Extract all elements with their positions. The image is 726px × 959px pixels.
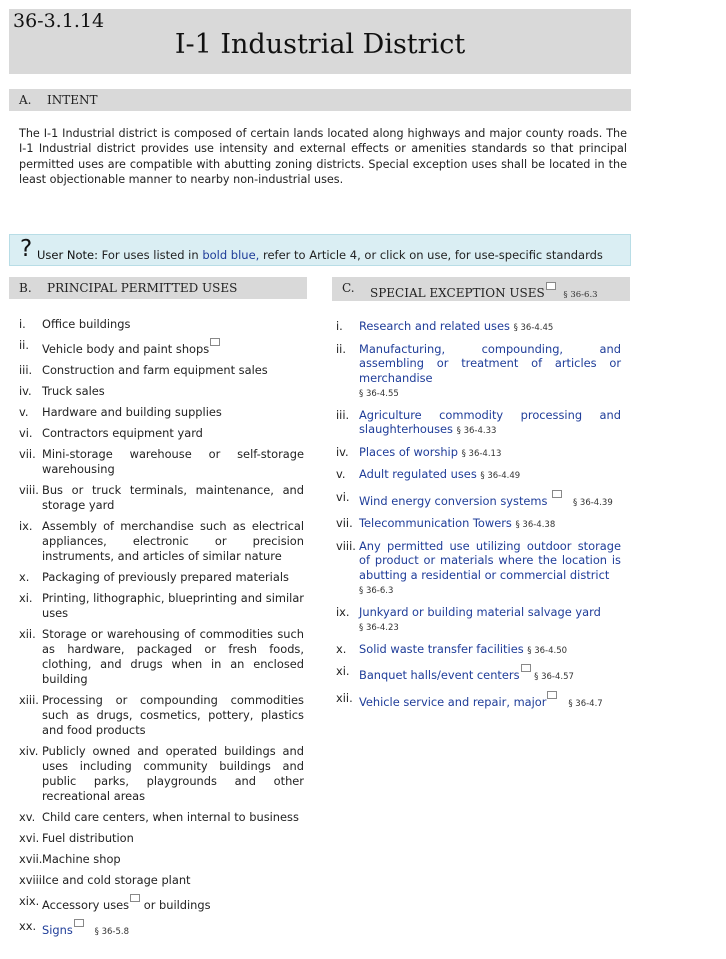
section-ref: § 36-5.8 [94, 927, 130, 937]
list-item: xx. Signs § 36-5.8 [19, 919, 130, 937]
section-number: 36-3.1.14 [13, 10, 105, 32]
user-note-highlight: bold blue, [202, 248, 260, 262]
list-item: x. Packaging of previously prepared materials [19, 570, 289, 584]
list-item: xi. Printing, lithographic, blueprinting and similar uses [19, 591, 304, 620]
book-icon[interactable] [74, 919, 84, 927]
list-item[interactable]: iv. Places of worship § 36-4.13 [336, 444, 502, 459]
intent-heading: INTENT [47, 93, 98, 107]
list-item[interactable]: v. Adult regulated uses § 36-4.49 [336, 467, 521, 481]
section-ref: § 36-6.3 [563, 290, 598, 300]
use-link[interactable]: Vehicle service and repair, major [359, 694, 547, 709]
list-item[interactable]: i. Research and related uses § 36-4.45 [336, 319, 554, 333]
principal-uses-list [19, 317, 304, 940]
principal-heading: PRINCIPAL PERMITTED USES [47, 281, 238, 295]
use-link[interactable]: Places of worship [359, 444, 458, 459]
list-item: iii. Construction and farm equipment sales [19, 363, 268, 377]
list-item: xv. Child care centers, when internal to business [19, 810, 299, 824]
principal-letter: B. [19, 281, 32, 295]
book-icon[interactable] [552, 490, 562, 498]
page-title: I-1 Industrial District [174, 29, 466, 60]
list-item: iv. Truck sales [19, 384, 105, 398]
use-link[interactable]: Solid waste transfer facilities [359, 641, 524, 656]
list-item[interactable]: ii. Manufacturing, compounding, and assembling or treatment of articles or merchandise § 36-4.55 [336, 341, 621, 399]
list-item: xiv. Publicly owned and operated buildings and uses including community buildings and public parks, playgrounds and other recreational areas [19, 744, 304, 803]
list-item: vi. Contractors equipment yard [19, 426, 203, 440]
list-item: xviii. Ice and cold storage plant [19, 873, 191, 887]
question-icon: ? [20, 236, 33, 262]
section-header [9, 9, 631, 74]
book-icon[interactable] [130, 894, 140, 902]
book-icon[interactable] [210, 338, 220, 346]
special-uses-list [336, 319, 621, 711]
user-note-box [9, 234, 631, 266]
user-note-before: For uses listed in [97, 248, 203, 262]
use-link[interactable]: Adult regulated uses [359, 467, 477, 481]
principal-heading-band [9, 277, 307, 299]
list-item: viii. Bus or truck terminals, maintenance, and storage yard [19, 483, 304, 512]
user-note-after: refer to Article 4, or click on use, for use-specific standards [259, 248, 603, 262]
list-item: ix. Assembly of merchandise such as electrical appliances, electronic or precision instruments, and articles of similar nature [19, 519, 304, 563]
list-item[interactable]: vi. Wind energy conversion systems § 36-4.39 [336, 489, 613, 508]
list-item[interactable]: x. Solid waste transfer facilities § 36-4.50 [336, 641, 568, 656]
list-item[interactable]: xi. Banquet halls/event centers § 36-4.57 [336, 664, 574, 682]
special-heading-band [332, 277, 630, 301]
special-heading-wrap [370, 282, 598, 300]
book-icon[interactable] [547, 691, 557, 699]
list-item[interactable]: ix. Junkyard or building material salvage yard § 36-4.23 [336, 604, 601, 633]
list-item[interactable]: iii. Agriculture commodity processing and slaughterhouses § 36-4.33 [336, 407, 621, 436]
special-letter: C. [342, 281, 355, 295]
user-note-label: User Note: [37, 248, 98, 262]
list-item: xvii. Machine shop [19, 852, 121, 866]
list-item: xiii. Processing or compounding commodities such as drugs, cosmetics, pottery, plastics and food products [19, 693, 304, 737]
book-icon[interactable] [521, 664, 531, 672]
list-item[interactable]: viii. Any permitted use utilizing outdoor storage of product or materials where the location is abutting a residential or commercial district § 36-6.3 [336, 538, 621, 596]
use-link[interactable]: Telecommunication Towers [359, 516, 512, 530]
special-heading: SPECIAL EXCEPTION USES [370, 286, 545, 300]
list-item: ii. Vehicle body and paint shops [19, 338, 304, 357]
list-item[interactable]: vii. Telecommunication Towers § 36-4.38 [336, 516, 556, 530]
list-item: xix. Accessory uses or buildings [19, 894, 211, 912]
list-item: xvi. Fuel distribution [19, 831, 134, 845]
list-item: i. Office buildings [19, 317, 131, 331]
signs-link[interactable]: Signs [42, 923, 73, 937]
use-link[interactable]: Junkyard or building material salvage yard [359, 604, 601, 619]
list-item[interactable]: xii. Vehicle service and repair, major § 36-4.7 [336, 690, 603, 709]
use-link[interactable]: Agriculture commodity processing and slaughterhouses [359, 407, 621, 436]
list-item: vii. Mini-storage warehouse or self-storage warehousing [19, 447, 304, 476]
book-icon[interactable] [546, 282, 556, 290]
intent-letter: A. [19, 93, 32, 107]
use-link[interactable]: Research and related uses [359, 319, 510, 333]
intent-heading-band [9, 89, 631, 111]
list-item: v. Hardware and building supplies [19, 405, 222, 419]
use-link[interactable]: Manufacturing, compounding, and assembling or treatment of articles or merchandise [359, 341, 621, 385]
use-link[interactable]: Any permitted use utilizing outdoor storage of product or materials where the location is abutting a residential or commercial district [359, 538, 621, 582]
list-item: xii. Storage or warehousing of commodities such as hardware, packaged or fresh foods, clothing, and drugs when in an enclosed building [19, 627, 304, 686]
use-link[interactable]: Banquet halls/event centers [359, 668, 520, 682]
intent-paragraph: The I-1 Industrial district is composed of certain lands located along highways and major county roads. The I-1 Industrial district provides use intensity and external effects or amenities standards so that principal permitted uses are compatible with abutting zoning districts. Special exception uses shall be located in the least objectionable manner to nearby non-industrial uses. [19, 127, 627, 186]
user-note-text [37, 248, 603, 262]
use-link[interactable]: Wind energy conversion systems [359, 493, 548, 508]
